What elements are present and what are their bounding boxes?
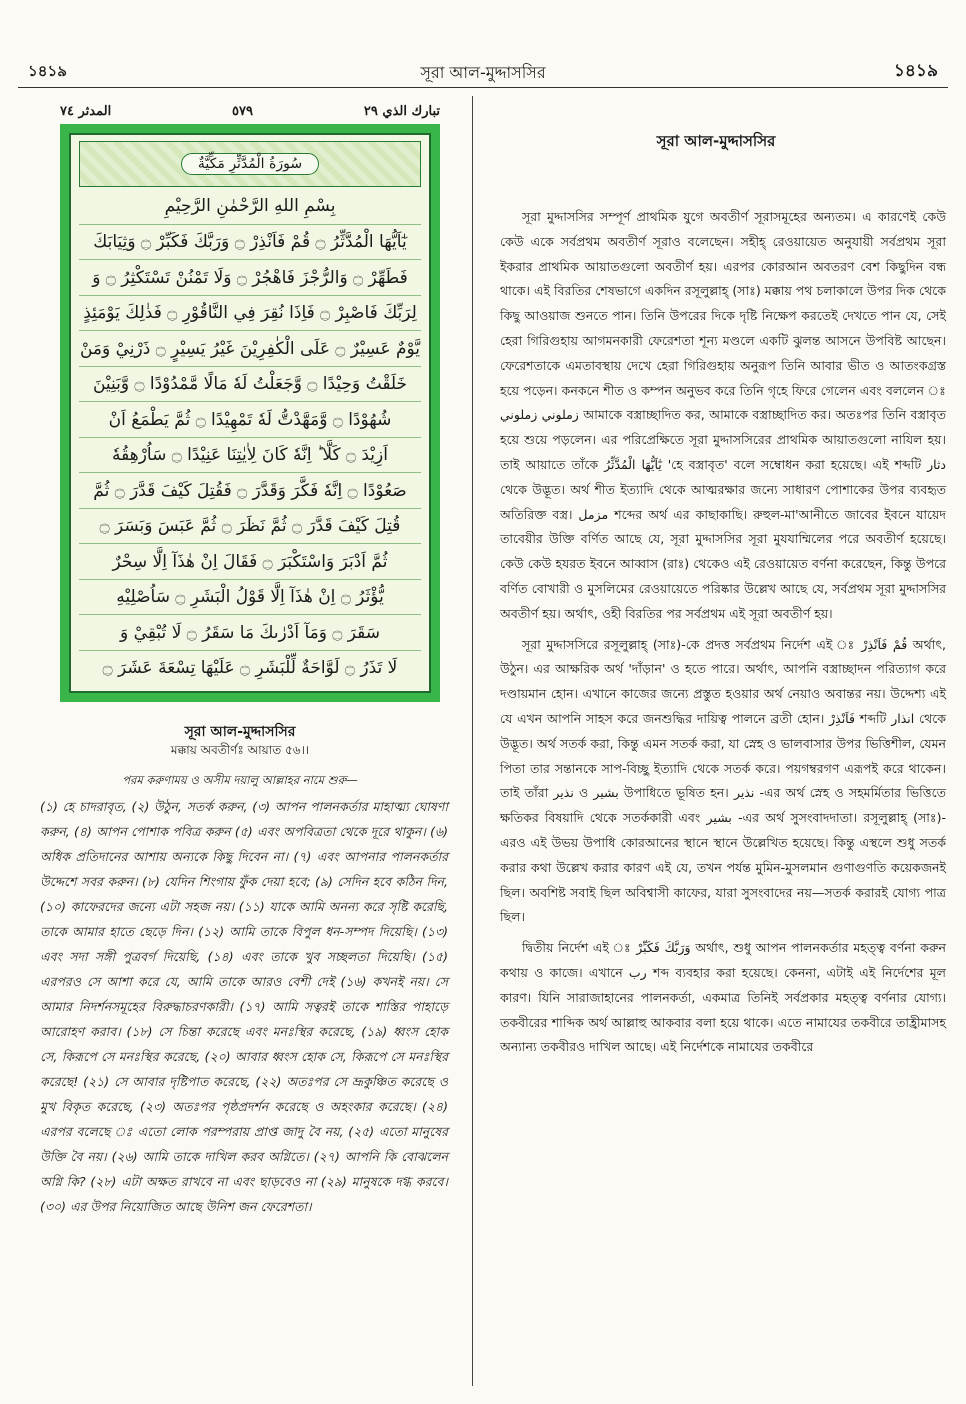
translation-subtitle: মক্কায় অবতীর্ণঃ আয়াত ৫৬।। [170,743,310,757]
quran-line: شُهُوْدًا ۝ وَّمَهَّدْتُّ لَهٗ تَمْهِيْدًا ۝ ثُمَّ يَطْمَعُ اَنْ [79,402,421,438]
quran-juz-marker: تبارك الذي ٢٩ [363,104,440,119]
page-number-left: ১৪১৯ [28,62,67,80]
commentary-body [500,205,946,1066]
page-header [18,58,948,88]
quran-line: لِرَبِّكَ فَاصْبِرْ ۝ فَاِذَا نُقِرَ فِي النَّاقُوْرِ ۝ فَذٰلِكَ يَوْمَئِذٍ [79,296,421,332]
quran-line: ثُمَّ اَدْبَرَ وَاسْتَكْبَرَ ۝ فَقَالَ اِنْ هٰذَآ اِلَّا سِحْرٌ [79,544,421,580]
column-divider [472,96,473,1386]
quran-line: سَقَرَ ۝ وَمَآ اَدْرٰىكَ مَا سَقَرُ ۝ لَا تُبْقِيْ وَ [79,615,421,651]
quran-line: صَعُوْدًا ۝ اِنَّهٗ فَكَّرَ وَقَدَّرَ ۝ فَقُتِلَ كَيْفَ قَدَّرَ ۝ ثُمَّ [79,473,421,509]
quran-line: خَلَقْتُ وَحِيْدًا ۝ وَّجَعَلْتُ لَهٗ مَالًا مَّمْدُوْدًا ۝ وَّبَنِيْنَ [79,367,421,403]
quran-line: قُتِلَ كَيْفَ قَدَّرَ ۝ ثُمَّ نَظَرَ ۝ ثُمَّ عَبَسَ وَبَسَرَ ۝ [79,509,421,545]
quran-line: اَزِيْدَ ۝ كَلَّا ؕ اِنَّهٗ كَانَ لِاٰيٰتِنَا عَنِيْدًا ۝ سَاُرْهِقُهٗ [79,438,421,474]
translation-body: (১) হে চাদরাবৃত, (২) উঠুন, সতর্ক করুন, (৩) আপন পালনকর্তার মাহাত্ম্য ঘোষণা করুন, (৪) আপন পোশাক পবিত্র করুন (৫) এবং অপবিত্রতা থেকে দূরে থাকুন। (৬) অধিক প্রতিদানের আশায় অন্যকে কিছু দিবেন না। (৭) এবং আপনার পালনকর্তার উদ্দেশে সবর করুন। (৮) যেদিন শিংগায় ফুঁক দেয়া হবে; (৯) সেদিন হবে কঠিন দিন, (১০) কাফেরদের জন্যে এটা সহজ নয়। (১১) যাকে আমি অনন্য করে সৃষ্টি করেছি, তাকে আমার হাতে ছেড়ে দিন। (১২) আমি তাকে বিপুল ধন-সম্পদ দিয়েছি। (১৩) এবং সদা সঙ্গী পুত্রবর্গ দিয়েছি, (১৪) এবং তাকে খুব সচ্ছলতা দিয়েছি। (১৫) এরপরও সে আশা করে যে, আমি তাকে আরও বেশী দেই (১৬) কখনই নয়। সে আমার নিদর্শনসমূহের বিরুদ্ধাচরণকারী। (১৭) আমি সত্বরই তাকে শাস্তির পাহাড়ে আরোহণ করাব। (১৮) সে চিন্তা করেছে এবং মনঃস্থির করেছে, (১৯) ধ্বংস হোক সে, কিরূপে সে মনঃস্থির করেছে, (২০) আবার ধ্বংস হোক সে, কিরূপে সে মনঃস্থির করেছে! (২১) সে আবার দৃষ্টিপাত করেছে, (২২) অতঃপর সে ভ্রূকুঞ্চিত করেছে ও মুখ বিকৃত করেছে, (২৩) অতঃপর পৃষ্ঠপ্রদর্শন করেছে ও অহংকার করেছে। (২৪) এরপর বলেছে ঃ এতো লোক পরম্পরায় প্রাপ্ত জাদু বৈ নয়, (২৫) এতো মানুষের উক্তি বৈ নয়। (২৬) আমি তাকে দাখিল করব অগ্নিতে। (২৭) আপনি কি বোঝলেন অগ্নি কি? (২৮) এটা অক্ষত রাখবে না এবং ছাড়বেও না (২৯) মানুষকে দগ্ধ করবে। (৩০) এর উপর নিয়োজিত আছে উনিশ জন ফেরেশতা। [40,799,448,1214]
quran-text-panel [69,133,431,693]
translation-title: সূরা আল-মুদ্দাসসির [184,724,296,740]
quran-page-number: ٥٧٩ [232,104,253,119]
quran-line: فَطَهِّرْ ۝ وَالرُّجْزَ فَاهْجُرْ ۝ وَلَا تَمْنُنْ تَسْتَكْثِرُ ۝ وَ [79,260,421,296]
commentary-paragraph: দ্বিতীয় নির্দেশ এই ঃ وَرَبَّكَ فَكَبِّرْ অর্থাৎ, শুধু আপন পালনকর্তার মহত্ত্ব বর্ণনা করুন কথায় ও কাজে। এখানে رب শব্দ ব্যবহার করা হয়েছে। কেননা, এটাই এই নির্দেশের মূল কারণ। যিনি সারাজাহানের পালনকর্তা, একমাত্র তিনিই সর্বপ্রকার মহত্ত্ব বর্ণনার যোগ্য। তকবীরের শাব্দিক অর্থ আল্লাহু আকবার বলা হয়ে থাকে। এতে নামাযের তকবীরে তাহ্রীমাসহ অন্যান্য তকবীরও দাখিল আছে। এই নির্দেশকে নামাযের তকবীরে [500,940,947,1055]
commentary-paragraph: সূরা মুদ্দাসসিরে রসূলুল্লাহ্ (সাঃ)-কে প্রদত্ত সর্বপ্রথম নির্দেশ এই ঃ قُمْ فَاَنْذِرْ অর্থাৎ, উঠুন। এর আক্ষরিক অর্থ 'দাঁড়ান' ও হতে পারে। অর্থাৎ, আপনি বস্ত্রাচ্ছাদন পরিত্যাগ করে দণ্ডায়মান হোন। এখানে কাজের জন্যে প্রস্তুত হওয়ার অর্থ নেয়াও অবান্তর নয়। উদ্দেশ্য এই যে এখন আপনি সাহস করে জনশুদ্ধির দায়িত্ব পালনে ব্রতী হোন। فَاَنْذِرْ শব্দটি انذار থেকে উদ্ভূত। অর্থ সতর্ক করা, কিন্তু এমন সতর্ক করা, যা স্নেহ ও ভালবাসার উপর ভিত্তিশীল, যেমন পিতা তার সন্তানকে সাপ-বিচ্ছু ইত্যাদি থেকে সতর্ক করে। পয়গম্বরগণ এরূপই করে থাকেন। তাই তাঁরা نذير ও بشير উপাধিতে ভূষিত হন। نذير -এর অর্থ স্নেহ ও সহমর্মিতার ভিত্তিতে ক্ষতিকর বিষয়াদি থেকে সতর্ককারী এবং بشير -এর অর্থ সুসংবাদদাতা। রসূলুল্লাহ্ (সাঃ)-এরও এই উভয় উপাধি কোরআনের স্থানে স্থানে উল্লেখিত হয়েছে। কিন্তু এস্থলে শুধু সতর্ক করার কথা উল্লেখ করার কারণ এই যে, তখন পর্যন্ত মুমিন-মুসলমান গুণাগুণতি কয়েকজনই ছিল। অবশিষ্ট সবাই ছিল অবিশ্বাসী কাফের, যারা সুসংবাদের নয়—সতর্ক করারই যোগ্য পাত্র ছিল। [500,636,947,925]
quran-line: بِسْمِ اللهِ الرَّحْمٰنِ الرَّحِيْمِ [79,189,421,225]
page-number-right: ১৪১৯ [893,61,938,81]
commentary-paragraph: সূরা মুদ্দাসসির সম্পূর্ণ প্রাথমিক যুগে অবতীর্ণ সূরাসমূহের অন্যতম। এ কারণেই কেউ কেউ একে সর্বপ্রথম অবতীর্ণ সূরাও বলেছেন। সহীহ্ রেওয়ায়েত অনুযায়ী সর্বপ্রথম সূরা ইকরার প্রাথমিক আয়াতগুলো অবতীর্ণ হয়। এরপর কোরআন অবতরণ বেশ কিছুদিন বন্ধ থাকে। এই বিরতির শেষভাগে একদিন রসূলুল্লাহ্ (সাঃ) মক্কায় পথ চলাকালে উপর দিক থেকে কিছু আওয়াজ শুনতে পান। তিনি উপরের দিকে দৃষ্টি নিক্ষেপ করতেই দেখতে পান যে, সেই হেরা গিরিগুহায় আগমনকারী ফেরেশতা শূন্য মণ্ডলে একটি ঝুলন্ত আসনে উপবিষ্ট আছেন। ফেরেশতাকে এমতাবস্থায় দেখে হেরা গিরিগুহায় অনুরূপ তিনি আবার ভীত ও আতংকগ্রস্ত হয়ে পড়েন। কনকনে শীত ও কম্পন অনুভব করে তিনি গৃহে ফিরে গেলেন এবং বললেন ঃ زملوني زملوني আমাকে বস্ত্রাচ্ছাদিত কর, আমাকে বস্ত্রাচ্ছাদিত কর। অতঃপর তিনি বস্ত্রাবৃত হয়ে শুয়ে পড়লেন। এর পরিপ্রেক্ষিতে সূরা মুদ্দাসসিরের প্রাথমিক আয়াতগুলো নাযিল হয়। তাই আয়াতে তাঁকে يٰٓاَيُّهَا الْمُدَّثِّرُ 'হে বস্ত্রাবৃত' বলে সম্বোধন করা হয়েছে। এই শব্দটি دثار থেকে উদ্ভূত। অর্থ শীত ইত্যাদি থেকে আত্মরক্ষার জন্যে সাধারণ পোশাকের উপর ব্যবহৃত অতিরিক্ত বস্ত্র। مزمل শব্দের অর্থ এর কাছাকাছি। রুহুল-মা'আনীতে জাবের ইবনে যায়েদ তাবেয়ীর উক্তি বর্ণিত আছে যে, সূরা মুদ্দাসসির সূরা মুযযাম্মিলের পরে অবতীর্ণ হয়েছে। কেউ কেউ হযরত ইবনে আব্বাস (রাঃ) থেকেও এই রেওয়ায়েত বর্ণনা করেছেন, কিন্তু উপরে বর্ণিত বোখারী ও মুসলিমের রেওয়ায়েতে পরিষ্কার উল্লেখ আছে যে, সর্বপ্রথম সূরা মুদ্দাসসির অবতীর্ণ হয়। অর্থাৎ, ওহী বিরতির পর সর্বপ্রথম এই সূরা অবতীর্ণ হয়। [500,209,946,621]
quran-line: يُّؤْثَرُ ۝ اِنْ هٰذَآ اِلَّا قَوْلُ الْبَشَرِ ۝ سَاُصْلِيْهِ [79,580,421,616]
quran-text-frame [60,124,440,702]
quran-line: يَّوْمٌ عَسِيْرٌ ۝ عَلَى الْكٰفِرِيْنَ غَيْرُ يَسِيْرٍ ۝ ذَرْنِيْ وَمَنْ [79,331,421,367]
quran-page-header [60,100,440,124]
surah-banner [79,141,421,187]
commentary-title: সূরা আল-মুদ্দাসসির [656,132,776,150]
surah-banner-label: سُورَةُ الْمُدَّثِّرِ مَكِّيَّةٌ [181,153,319,175]
translation-bismillah: পরম করুণাময় ও অসীম দয়ালু আল্লাহর নামে শুরু— [122,773,358,787]
quran-surah-marker: المدثر ٧٤ [60,104,112,119]
quran-line: يٰٓاَيُّهَا الْمُدَّثِّرُ ۝ قُمْ فَاَنْذِرْ ۝ وَرَبَّكَ فَكَبِّرْ ۝ وَثِيَابَكَ [79,225,421,261]
running-title: সূরা আল-মুদ্দাসসির [420,63,546,82]
quran-line: لَا تَذَرُ ۝ لَوَّاحَةٌ لِّلْبَشَرِ ۝ عَلَيْهَا تِسْعَةَ عَشَرَ ۝ [102,658,398,679]
